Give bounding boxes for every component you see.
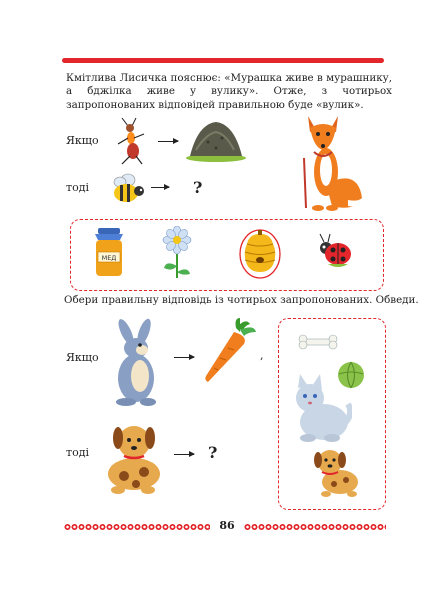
beehive-icon[interactable]	[233, 222, 287, 282]
bone-icon[interactable]	[296, 332, 340, 352]
flower-icon[interactable]	[160, 226, 194, 278]
anthill-icon	[186, 116, 246, 162]
page-number: 86	[219, 519, 235, 532]
rabbit-icon	[112, 318, 164, 408]
bee-icon	[106, 172, 146, 206]
instruction-text: Обери правильну відповідь із чотирьох запропонованих. Обведи.	[64, 294, 419, 306]
honey-jar-label: МЕД	[101, 254, 117, 262]
arrow-icon	[158, 141, 178, 142]
intro-paragraph: Кмітлива Лисичка пояснює: «Мурашка живе в мурашнику, а бджілка живе у вулику». Отже, з чотирьох запропонованих відповідей правильною буде «вулик».	[66, 72, 392, 111]
ladybug-icon[interactable]	[314, 232, 354, 272]
arrow-icon	[174, 357, 194, 358]
question-mark-2: ?	[208, 443, 218, 462]
fox-icon	[296, 108, 366, 212]
ant-icon	[112, 116, 152, 166]
dog-icon	[104, 416, 168, 496]
question-mark-1: ?	[193, 178, 203, 197]
if-label-2: Якщо	[66, 351, 99, 364]
then-label-1: тоді	[66, 181, 89, 194]
page-footer	[64, 520, 386, 534]
honey-jar-icon[interactable]	[92, 226, 126, 278]
arrow-icon	[174, 454, 194, 455]
then-label-2: тоді	[66, 446, 89, 459]
top-red-rule	[62, 58, 384, 63]
comma-separator: ,	[260, 349, 264, 362]
footer-dots-right	[244, 524, 386, 530]
arrow-icon	[151, 187, 169, 188]
cat-icon[interactable]	[288, 374, 352, 442]
if-label-1: Якщо	[66, 134, 99, 147]
footer-dots-left	[64, 524, 210, 530]
dog-icon[interactable]	[312, 446, 362, 498]
carrot-icon	[200, 318, 258, 384]
